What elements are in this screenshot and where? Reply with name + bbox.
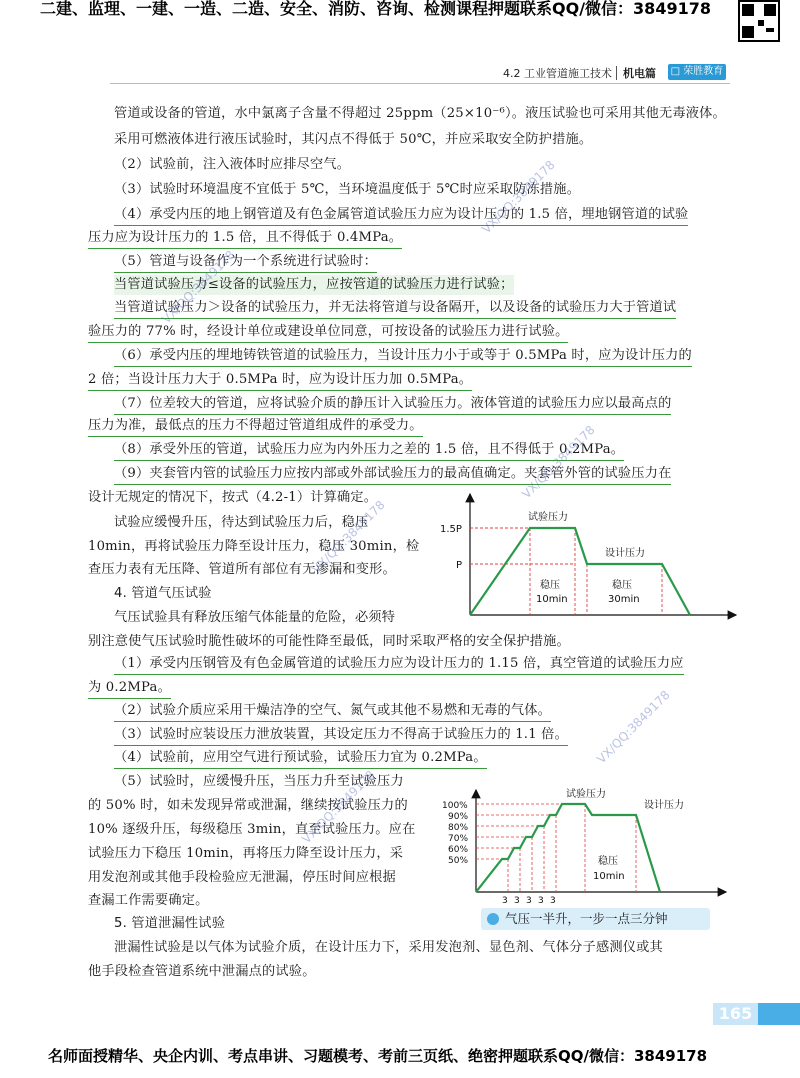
tip-text: 气压一半升，一步一点三分钟 [505, 911, 668, 926]
label-design-pressure: 设计压力 [605, 548, 645, 559]
label-hold-time: 10min [593, 871, 625, 882]
bottom-banner: 名师面授精华、央企内训、考点串讲、习题模考、考前三页纸、绝密押题联系QQ/微信：3849178 [48, 1047, 708, 1065]
section-heading: 5. 管道泄漏性试验 [114, 916, 226, 931]
text-line: 查漏工作需要确定。 [88, 893, 209, 908]
x-label: 3 [526, 896, 532, 906]
text-line: 采用可燃液体进行液压试验时，其闪点不得低于 50℃，并应采取安全防护措施。 [114, 132, 593, 147]
text-line: （2）试验前，注入液体时应排尽空气。 [114, 157, 351, 172]
watermark: VX/QQ:3849178 [299, 767, 378, 847]
text-line: 别注意使气压试验时脆性破坏的可能性降至最低，同时采取严格的安全保护措施。 [88, 634, 570, 649]
page-number: 165 [713, 1003, 758, 1025]
pressure-curve [470, 528, 690, 615]
watermark: VX/QQ:3849178 [159, 247, 238, 327]
text-line: （6）承受内压的埋地铸铁管道的试验压力，当设计压力小于或等于 0.5MPa 时，应为设计压力的 [114, 346, 692, 367]
text-line: 验压力的 77% 时，经设计单位或建设单位同意，可按设备的试验压力进行试验。 [88, 322, 568, 343]
header-divider [616, 66, 617, 80]
text-line: 设计无规定的情况下，按式（4.2-1）计算确定。 [88, 490, 378, 505]
text-line: 2 倍；当设计压力大于 0.5MPa 时，应为设计压力加 0.5MPa。 [88, 370, 472, 391]
label-hold1-time: 10min [536, 594, 568, 605]
text-line: 10min，再将试验压力降至设计压力，稳压 30min，检 [88, 539, 420, 554]
header-rule [110, 83, 730, 84]
part-title: 机电篇 [623, 67, 656, 80]
y-label: 100% [442, 801, 468, 811]
text-line: 试验压力下稳压 10min，再将压力降至设计压力，采 [88, 846, 404, 861]
text-line: 泄漏性试验是以气体为试验介质，在设计压力下，采用发泡剂、显色剂、气体分子感测仪或其 [114, 940, 663, 955]
pneumatic-test-diagram [440, 780, 730, 910]
text-line: 管道或设备的管道，水中氯离子含量不得超过 25ppm（25×10⁻⁶）。液压试验也可采用其他无毒液体。 [114, 106, 726, 121]
text-line: 用发泡剂或其他手段检验应无泄漏，停压时间应根据 [88, 870, 396, 885]
text-line: （9）夹套管内管的试验压力应按内部或外部试验压力的最高值确定。夹套管外管的试验压力在 [114, 464, 671, 485]
label-test-pressure: 试验压力 [528, 512, 568, 523]
x-label: 3 [514, 896, 520, 906]
text-line: （8）承受外压的管道，试验压力应为内外压力之差的 1.5 倍，且不得低于 0.2MPa。 [114, 440, 624, 461]
y-label: 90% [448, 812, 469, 822]
brand-logo: □ 荣胜教育 [668, 64, 726, 80]
text-line: 10% 逐级升压，每级稳压 3min，直至试验压力。应在 [88, 822, 416, 837]
text-line: （3）试验时环境温度不宜低于 5℃，当环境温度低于 5℃时应采取防冻措施。 [114, 182, 581, 197]
text-line: （2）试验介质应采用干燥洁净的空气、氮气或其他不易燃和无毒的气体。 [114, 701, 551, 722]
text-line: 试验应缓慢升压，待达到试验压力后，稳压 [114, 515, 369, 530]
text-line: 压力应为设计压力的 1.5 倍，且不得低于 0.4MPa。 [88, 228, 402, 249]
page-tab [758, 1003, 800, 1025]
label-hold: 稳压 [598, 856, 618, 867]
text-line: 他手段检查管道系统中泄漏点的试验。 [88, 964, 316, 979]
y-label: 80% [448, 823, 469, 833]
text-line: （5）试验时，应缓慢升压，当压力升至试验压力 [114, 774, 404, 789]
text-line: （3）试验时应装设压力泄放装置，其设定压力不得高于试验压力的 1.1 倍。 [114, 725, 568, 746]
page-header [0, 62, 800, 86]
text-line: （7）位差较大的管道，应将试验介质的静压计入试验压力。液体管道的试验压力应以最高点的 [114, 394, 671, 415]
qr-code-icon [738, 0, 780, 42]
label-design-pressure: 设计压力 [644, 800, 684, 811]
text-line: （4）承受内压的地上钢管道及有色金属管道试验压力应为设计压力的 1.5 倍，埋地钢管道的试验 [114, 205, 688, 226]
mnemonic-tip [481, 908, 710, 930]
text-line: 当管道试验压力≤设备的试验压力，应按管道的试验压力进行试验； [114, 275, 514, 295]
watermark: VX/QQ:3849178 [309, 497, 388, 577]
watermark: VX/QQ:3849178 [479, 157, 558, 237]
chat-bubble-icon [487, 913, 499, 925]
text-line: （5）管道与设备作为一个系统进行试验时： [114, 252, 377, 273]
text-line: （1）承受内压钢管及有色金属管道的试验压力应为设计压力的 1.15 倍，真空管道的试验压力应 [114, 654, 684, 675]
y-label-p: P [456, 560, 463, 571]
y-label: 70% [448, 834, 469, 844]
text-line: 当管道试验压力＞设备的试验压力，并无法将管道与设备隔开，以及设备的试验压力大于管道试 [114, 298, 676, 319]
y-label: 60% [448, 845, 469, 855]
text-line: 查压力表有无压降、管道所有部位有无渗漏和变形。 [88, 562, 396, 577]
section-title: 4.2 工业管道施工技术 [503, 67, 612, 80]
label-test-pressure: 试验压力 [566, 789, 606, 800]
x-label: 3 [538, 896, 544, 906]
x-label: 3 [550, 896, 556, 906]
text-line: 为 0.2MPa。 [88, 678, 171, 699]
y-label-1.5p: 1.5P [440, 524, 462, 535]
label-hold2: 稳压 [612, 580, 632, 591]
y-label: 50% [448, 856, 469, 866]
text-line: 压力为准，最低点的压力不得超过管道组成件的承受力。 [88, 416, 423, 437]
text-line: 气压试验具有释放压缩气体能量的危险，必须特 [114, 610, 396, 625]
hydro-test-diagram [440, 490, 740, 630]
text-line: （4）试验前，应用空气进行预试验，试验压力宜为 0.2MPa。 [114, 748, 487, 769]
x-label: 3 [502, 896, 508, 906]
watermark: VX/QQ:3849178 [594, 687, 673, 767]
top-banner: 二建、监理、一建、一造、二造、安全、消防、咨询、检测课程押题联系QQ/微信：3849178 [0, 0, 720, 22]
section-heading: 4. 管道气压试验 [114, 586, 212, 601]
text-line: 的 50% 时，如未发现异常或泄漏，继续按试验压力的 [88, 798, 408, 813]
label-hold1: 稳压 [540, 580, 560, 591]
watermark: VX/QQ:3849178 [519, 422, 598, 502]
label-hold2-time: 30min [608, 594, 640, 605]
